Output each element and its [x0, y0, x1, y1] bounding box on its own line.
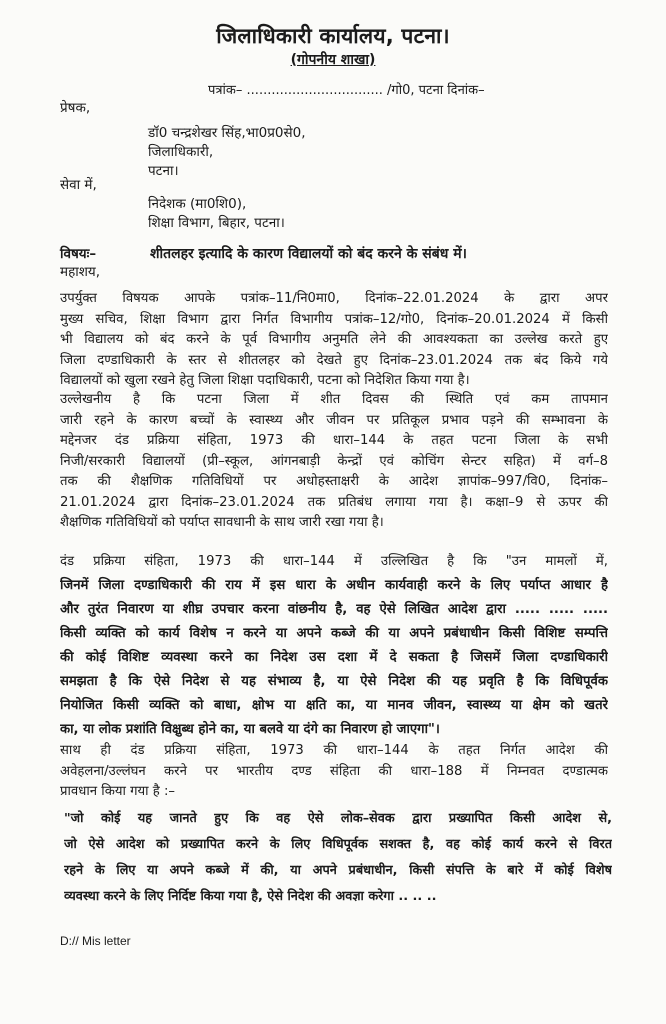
- p3-line: नियोजित किसी व्यक्ति को बाधा, क्षोभ या क्षति का, या मानव जीवन, स्वास्थ्य या क्षेम को खतरे: [60, 698, 608, 713]
- recipient-designation: निदेशक (मा0शि0),: [148, 196, 247, 212]
- sender-label: प्रेषक,: [60, 100, 91, 116]
- p3-line: किसी व्यक्ति को कार्य विशेष न करने या अपने कब्जे की या अपने प्रबंधाधीन किसी विशिष्ट सम्पत्ति: [60, 626, 608, 641]
- paragraph-5-section-188-quote: [64, 806, 612, 910]
- subject-text: शीतलहर इत्यादि के कारण विद्यालयों को बंद करने के संबंध में।: [150, 246, 467, 262]
- p3-line: जिनमें जिला दण्डाधिकारी की राय में इस धारा के अधीन कार्यवाही करने के लिए पर्याप्त आधार है: [60, 578, 608, 593]
- paragraph-3-section-144-quote: [60, 550, 608, 742]
- p2-line: शैक्षणिक गतिविधियों को पर्याप्त सावधानी के साथ जारी रखा गया है।: [60, 515, 384, 530]
- p2-line: जारी रहने के कारण बच्चों के स्वास्थ्य और जीवन पर प्रतिकूल प्रभाव पड़ने की सम्भावना के: [60, 412, 608, 428]
- paragraph-4: [60, 741, 608, 803]
- p2-line: 21.01.2024 द्वारा दिनांक–23.01.2024 तक प्रतिबंध लगाया गया है। कक्षा–9 से ऊपर की: [60, 494, 608, 510]
- p5-line: व्यवस्था करने के लिए निर्दिष्ट किया गया है, ऐसे निदेश की अवज्ञा करेगा .. .. ..: [64, 889, 437, 904]
- p3-line: समझता है कि ऐसे निदेश से यह संभाव्य है, या ऐसे निदेश की यह प्रवृति है कि विधिपूर्वक: [60, 674, 608, 689]
- file-path-note: D:// Mis letter: [60, 934, 131, 948]
- confidential-branch: [0, 50, 666, 69]
- p1-line: उपर्युक्त विषयक आपके पत्रांक–11/नि0मा0, दिनांक–22.01.2024 के द्वारा अपर: [60, 291, 608, 306]
- sender-block: [148, 124, 305, 181]
- p3-line: का, या लोक प्रशांति विक्षुब्ध होने का, या बलवे या दंगे का निवारण हो जाएगा"।: [60, 722, 440, 737]
- p5-line: "जो कोई यह जानते हुए कि वह ऐसे लोक–सेवक द्वारा प्रख्यापित किसी आदेश से,: [64, 811, 612, 826]
- p4-line: साथ ही दंड प्रक्रिया संहिता, 1973 की धारा–144 के तहत निर्गत आदेश की: [60, 743, 608, 758]
- p5-line: जो ऐसे आदेश को प्रख्यापित करने के लिए विधिपूर्वक सशक्त है, वह कोई कार्य करने से विरत: [64, 837, 612, 852]
- sender-designation: जिलाधिकारी,: [148, 144, 214, 160]
- p4-line: प्रावधान किया गया है :–: [60, 784, 175, 799]
- paragraph-1: [60, 289, 608, 392]
- p2-line: निजी/सरकारी विद्यालयों (प्री–स्कूल, आंगनबाड़ी केन्द्रों एवं कोचिंग सेन्टर सहित) में वर्ग–8: [60, 453, 608, 469]
- paragraph-2: [60, 390, 608, 534]
- p3-line: और तुरंत निवारण या शीघ्र उपचार करना वांछनीय है, वह ऐसे लिखित आदेश द्वारा ..... ..... .....: [60, 602, 608, 617]
- reference-line: पत्रांक– ................................. /गो0, पटना दिनांक–: [208, 83, 485, 98]
- p5-line: रहने के लिए या अपने कब्जे में की, या अपने प्रबंधाधीन, किसी संपत्ति के बारे में कोई विशेष: [64, 863, 612, 878]
- p1-line: मुख्य सचिव, शिक्षा विभाग द्वारा निर्गत विभागीय पत्रांक–12/गो0, दिनांक–20.01.2024 में किसी: [60, 311, 608, 327]
- office-title: जिलाधिकारी कार्यालय, पटना।: [216, 24, 450, 48]
- p2-line: मद्देनजर दंड प्रक्रिया संहिता, 1973 की धारा–144 के तहत पटना जिला के सभी: [60, 433, 608, 448]
- subject-label: विषयः–: [60, 246, 97, 262]
- recipient-block: [148, 195, 285, 233]
- p4-line: अवेहलना/उल्लंघन करने पर भारतीय दण्ड संहिता की धारा–188 में निम्नवत दण्डात्मक: [60, 763, 608, 779]
- p2-line: उल्लेखनीय है कि पटना जिला में शीत दिवस की स्थिति एवं कम तापमान: [60, 392, 608, 407]
- recipient-department: शिक्षा विभाग, बिहार, पटना।: [148, 215, 285, 231]
- p3-line: की कोई विशिष्ट व्यवस्था करने का निदेश उस दशा में दे सकता है जिसमें जिला दण्डाधिकारी: [60, 650, 608, 665]
- sender-city: पटना।: [148, 163, 179, 179]
- branch-label: (गोपनीय शाखा): [290, 52, 376, 68]
- p2-line: तक की शैक्षणिक गतिविधियों पर अधोहस्ताक्षरी के आदेश ज्ञापांक–997/वि0, दिनांक–: [60, 474, 608, 489]
- p1-line: विद्यालयों को खुला रखने हेतु जिला शिक्षा पदाधिकारी, पटना को निदेशित किया गया है।: [60, 373, 470, 388]
- p3-line: दंड प्रक्रिया संहिता, 1973 की धारा–144 में उल्लिखित है कि "उन मामलों में,: [60, 554, 608, 569]
- recipient-label: सेवा में,: [60, 177, 97, 193]
- salutation: महाशय,: [60, 264, 101, 280]
- sender-name: डॉ0 चन्द्रशेखर सिंह,भा0प्र0से0,: [148, 125, 306, 141]
- p1-line: भी विद्यालय को बंद करने के पूर्व विभागीय अनुमति लेने की आवश्यकता का उल्लेख करते हुए: [60, 332, 608, 347]
- p1-line: जिला दण्डाधिकारी के स्तर से शीतलहर को देखते हुए दिनांक–23.01.2024 तक बंद किये गये: [60, 352, 608, 368]
